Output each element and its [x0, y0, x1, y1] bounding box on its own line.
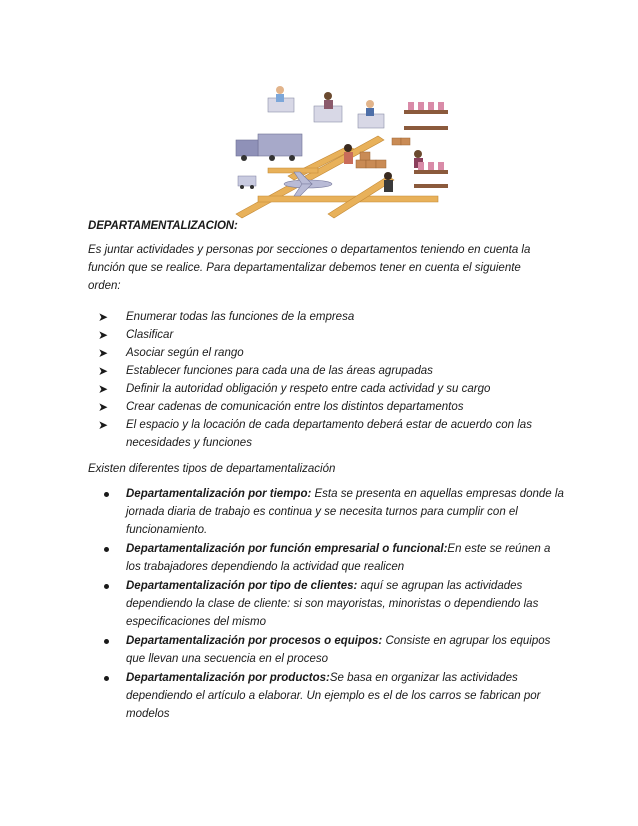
type-description: aquí se agrupan las actividades dependiendo la clase de cliente: si son mayoristas, minoristas o dependiendo las especificaciones del mismo: [126, 580, 539, 628]
arrowhead-bullet-icon: ➤: [98, 382, 109, 396]
type-title: Departamentalización por tipo de clientes:: [126, 580, 358, 592]
list-item: [98, 326, 568, 344]
intro-paragraph: Es juntar actividades y personas por secciones o departamentos teniendo en cuenta la función que se realice. Para departamentalizar debemos tener en cuenta el siguiente orden:: [88, 244, 531, 292]
steps-list: [98, 308, 568, 452]
list-item: [98, 398, 568, 416]
arrowhead-bullet-icon: ➤: [98, 310, 109, 324]
arrowhead-bullet-icon: ➤: [98, 328, 109, 342]
bullet-dot-icon: [104, 639, 109, 644]
bullet-dot-icon: [104, 547, 109, 552]
list-item-text: Enumerar todas las funciones de la empresa: [126, 311, 355, 323]
types-list: [98, 485, 566, 724]
list-item-text: Definir la autoridad obligación y respeto entre cada actividad y su cargo: [126, 383, 491, 395]
type-title: Departamentalización por tiempo:: [126, 488, 312, 500]
type-title: Departamentalización por procesos o equipos:: [126, 635, 383, 647]
list-item: [98, 577, 566, 631]
list-item: [98, 485, 566, 539]
section-heading: DEPARTAMENTALIZACION:: [88, 220, 238, 232]
arrowhead-bullet-icon: ➤: [98, 364, 109, 378]
types-intro: Existen diferentes tipos de departamentalización: [88, 463, 336, 475]
type-title: Departamentalización por función empresarial o funcional:: [126, 543, 448, 555]
list-item-text: Establecer funciones para cada una de las áreas agrupadas: [126, 365, 433, 377]
list-item: [98, 380, 568, 398]
list-item: [98, 540, 566, 576]
list-item-text: Asociar según el rango: [126, 347, 244, 359]
bullet-dot-icon: [104, 492, 109, 497]
type-description: Consiste en agrupar los equipos que llevan una secuencia en el proceso: [126, 635, 551, 665]
type-title: Departamentalización por productos:: [126, 672, 330, 684]
list-item-text: Clasificar: [126, 329, 174, 341]
departments-illustration: [228, 76, 452, 230]
bullet-dot-icon: [104, 584, 109, 589]
arrowhead-bullet-icon: ➤: [98, 346, 109, 360]
type-description: Se basa en organizar las actividades dependiendo el artículo a elaborar. Un ejemplo es el de los carros se fabrican por modelos: [126, 672, 541, 720]
arrowhead-bullet-icon: ➤: [98, 418, 109, 432]
list-item-text: El espacio y la locación de cada departamento deberá estar de acuerdo con las necesidades y funciones: [126, 419, 532, 449]
type-description: En este se reúnen a los trabajadores dependiendo la actividad que realicen: [126, 543, 551, 573]
list-item-text: Crear cadenas de comunicación entre los distintos departamentos: [126, 401, 464, 413]
list-item: [98, 362, 568, 380]
list-item: [98, 344, 568, 362]
list-item: [98, 632, 566, 668]
bullet-dot-icon: [104, 676, 109, 681]
list-item: [98, 416, 568, 452]
arrowhead-bullet-icon: ➤: [98, 400, 109, 414]
list-item: [98, 308, 568, 326]
list-item: [98, 669, 566, 723]
type-description: Esta se presenta en aquellas empresas donde la jornada diaria de trabajo es continua y se necesita turnos para cumplir con el funcionamiento.: [126, 488, 564, 536]
